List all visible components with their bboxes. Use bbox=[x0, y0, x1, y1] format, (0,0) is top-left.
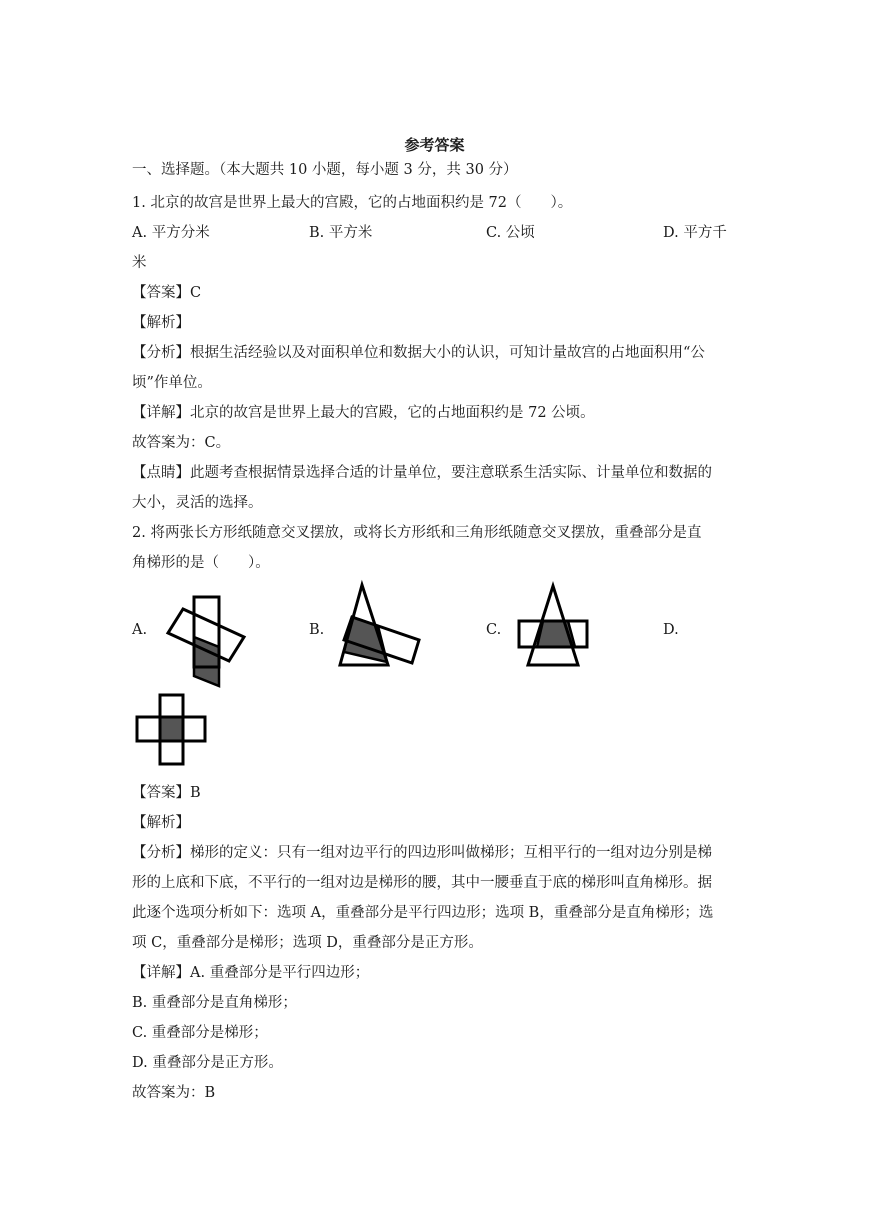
page-title: 参考答案 bbox=[404, 136, 465, 154]
q1-stem: 1. 北京的故宫是世界上最大的宫殿，它的占地面积约是 72（ ）。 bbox=[132, 195, 573, 211]
q2-detail-line: 【详解】A. 重叠部分是平行四边形； bbox=[132, 965, 370, 981]
q2-analysis-label: 【解析】 bbox=[132, 815, 190, 831]
q2-detail-line: D. 重叠部分是正方形。 bbox=[132, 1055, 283, 1071]
q1-conclusion: 故答案为：C。 bbox=[132, 435, 231, 451]
q2-option-d-label: D. bbox=[663, 622, 679, 638]
q2-stem-line: 角梯形的是（ ）。 bbox=[132, 555, 270, 571]
q1-analysis-line: 【分析】根据生活经验以及对面积单位和数据大小的认识，可知计量故宫的占地面积用“公 bbox=[132, 345, 705, 361]
q1-comment-line: 大小，灵活的选择。 bbox=[132, 495, 263, 511]
q2-detail-line: C. 重叠部分是梯形； bbox=[132, 1025, 268, 1041]
q1-option-b: B. 平方米 bbox=[309, 225, 373, 241]
q2-analysis-line: 形的上底和下底，不平行的一组对边是梯形的腰，其中一腰垂直于底的梯形叫直角梯形。据 bbox=[132, 875, 712, 891]
q1-answer: 【答案】C bbox=[132, 285, 202, 301]
q2-analysis-line: 项 C，重叠部分是梯形；选项 D，重叠部分是正方形。 bbox=[132, 935, 483, 951]
q2-analysis-line: 此逐个选项分析如下：选项 A，重叠部分是平行四边形；选项 B，重叠部分是直角梯形；选 bbox=[132, 905, 714, 921]
q1-option-d: D. 平方千 bbox=[663, 225, 727, 241]
q2-conclusion: 故答案为：B bbox=[132, 1085, 216, 1101]
q2-answer: 【答案】B bbox=[132, 785, 201, 801]
q1-option-c: C. 公顷 bbox=[486, 225, 535, 241]
q2-detail-line: B. 重叠部分是直角梯形； bbox=[132, 995, 297, 1011]
q2-option-c-label: C. bbox=[486, 622, 502, 638]
q1-analysis-label: 【解析】 bbox=[132, 315, 190, 331]
q1-option-d-wrap: 米 bbox=[132, 255, 147, 271]
q1-option-a: A. 平方分米 bbox=[132, 225, 210, 241]
q1-comment-line: 【点睛】此题考查根据情景选择合适的计量单位，要注意联系生活实际、计量单位和数据的 bbox=[132, 465, 712, 481]
q2-option-b-label: B. bbox=[309, 622, 325, 638]
q1-detail: 【详解】北京的故宫是世界上最大的宫殿，它的占地面积约是 72 公顷。 bbox=[132, 405, 595, 421]
q2-analysis-line: 【分析】梯形的定义：只有一组对边平行的四边形叫做梯形；互相平行的一组对边分别是梯 bbox=[132, 845, 712, 861]
q1-analysis-line: 顷”作单位。 bbox=[132, 375, 212, 391]
section-heading: 一、选择题。（本大题共 10 小题，每小题 3 分，共 30 分） bbox=[132, 162, 518, 178]
q2-option-a-label: A. bbox=[132, 622, 148, 638]
q2-stem-line: 2. 将两张长方形纸随意交叉摆放，或将长方形纸和三角形纸随意交叉摆放，重叠部分是直 bbox=[132, 525, 702, 541]
